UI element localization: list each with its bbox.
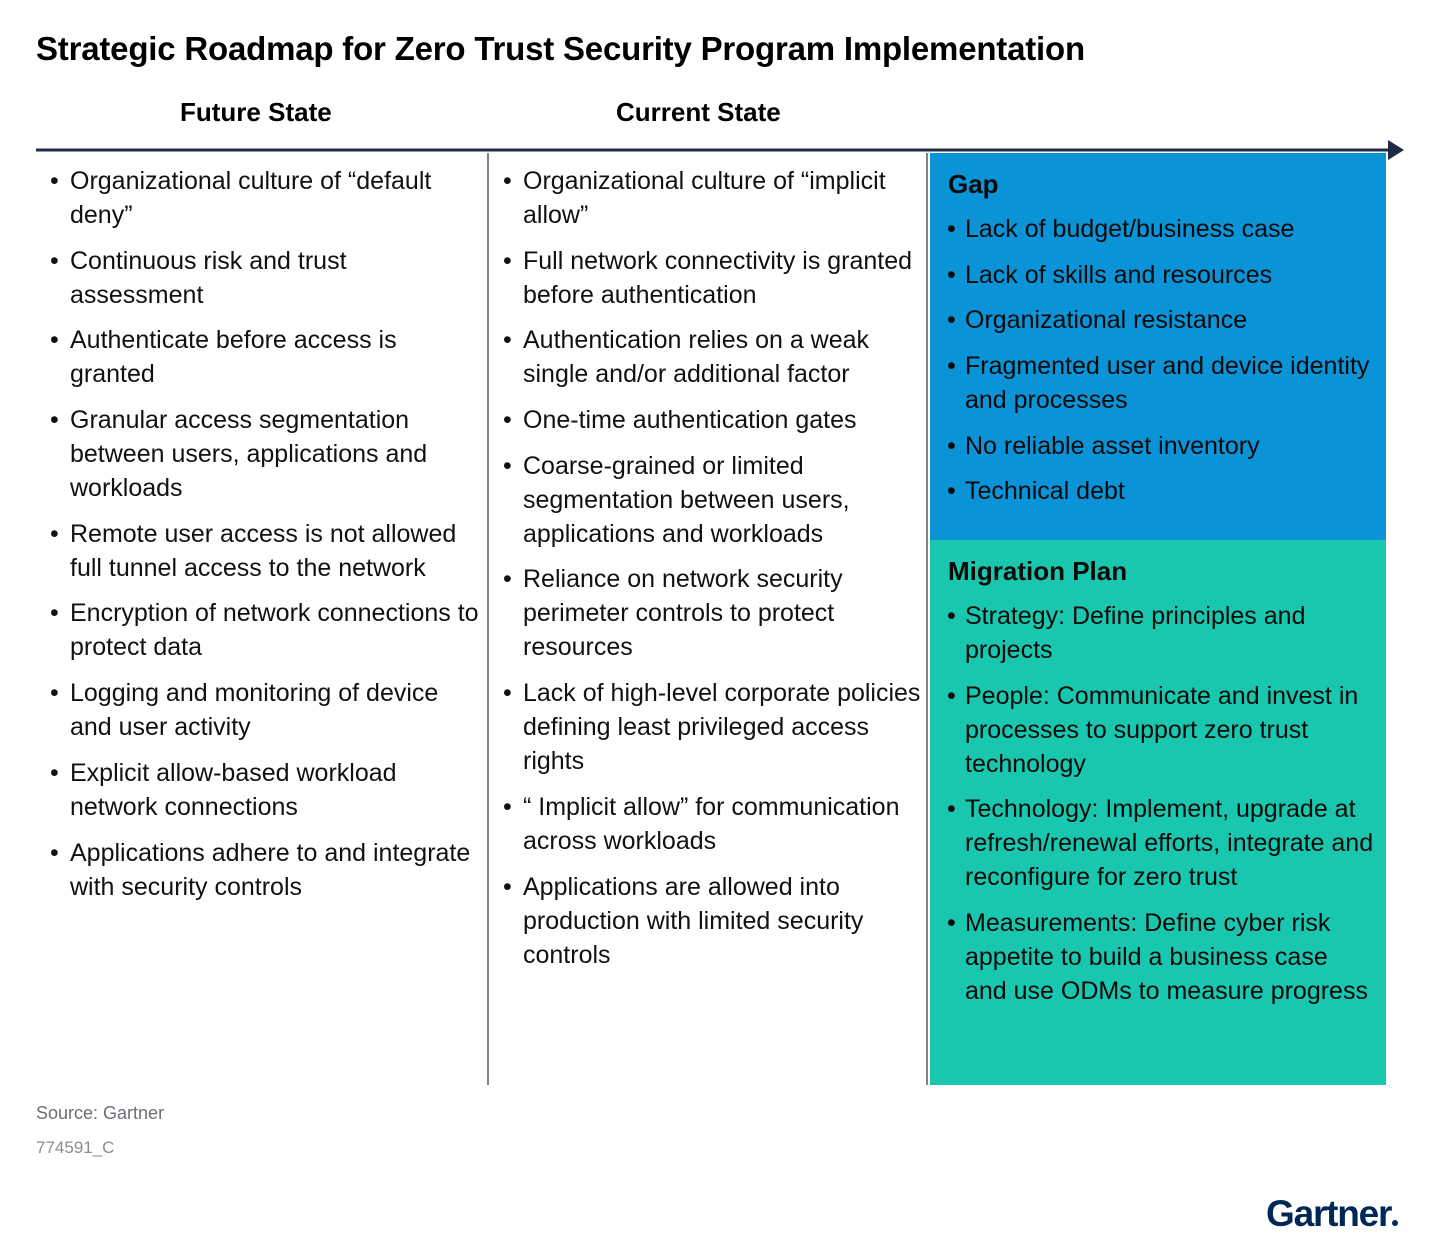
- current-state-item: • “ Implicit allow” for communication across workloads: [489, 790, 925, 858]
- gap-item: • Technical debt: [930, 474, 1376, 508]
- migration-plan-item: • Technology: Implement, upgrade at refresh/renewal efforts, integrate and reconfigure for zero trust: [930, 792, 1376, 894]
- migration-plan-panel: [930, 540, 1386, 1085]
- current-state-item: • Organizational culture of “implicit allow”: [489, 164, 925, 232]
- current-state-item: • Applications are allowed into production with limited security controls: [489, 870, 925, 972]
- future-state-item: • Continuous risk and trust assessment: [36, 244, 486, 312]
- future-state-item: • Authenticate before access is granted: [36, 323, 486, 391]
- gartner-logo-text: Gartner: [1266, 1193, 1392, 1234]
- timeline-arrow: [0, 0, 1430, 170]
- migration-plan-list: [930, 599, 1376, 1020]
- page-title: Strategic Roadmap for Zero Trust Security Program Implementation: [36, 30, 1085, 67]
- migration-plan-item: • Measurements: Define cyber risk appetite to build a business case and use ODMs to measure progress: [930, 906, 1376, 1008]
- gap-item: • Lack of skills and resources: [930, 258, 1376, 292]
- gap-list: [930, 212, 1376, 520]
- future-state-item: • Remote user access is not allowed full tunnel access to the network: [36, 517, 486, 585]
- column-divider-right: [926, 153, 928, 1085]
- migration-plan-item: • Strategy: Define principles and projects: [930, 599, 1376, 667]
- gap-heading: Gap: [948, 169, 999, 199]
- future-state-item: • Encryption of network connections to protect data: [36, 596, 486, 664]
- current-state-item: • Coarse-grained or limited segmentation between users, applications and workloads: [489, 449, 925, 551]
- current-state-heading: Current State: [616, 97, 781, 127]
- migration-plan-item: • People: Communicate and invest in processes to support zero trust technology: [930, 679, 1376, 781]
- source-note: Source: Gartner: [36, 1103, 165, 1123]
- gap-item: • Lack of budget/business case: [930, 212, 1376, 246]
- future-state-item: • Granular access segmentation between users, applications and workloads: [36, 403, 486, 505]
- future-state-item: • Logging and monitoring of device and user activity: [36, 676, 486, 744]
- future-state-item: • Organizational culture of “default deny”: [36, 164, 486, 232]
- future-state-item: • Explicit allow-based workload network connections: [36, 756, 486, 824]
- current-state-item: • One-time authentication gates: [489, 403, 925, 437]
- current-state-item: • Authentication relies on a weak single and/or additional factor: [489, 323, 925, 391]
- future-state-item: • Applications adhere to and integrate with security controls: [36, 836, 486, 904]
- current-state-item: • Lack of high-level corporate policies defining least privileged access rights: [489, 676, 925, 778]
- future-state-list: [36, 164, 486, 915]
- gartner-logo-dot: [1392, 1220, 1398, 1226]
- current-state-item: • Reliance on network security perimeter controls to protect resources: [489, 562, 925, 664]
- timeline-arrow-head: [1388, 140, 1404, 160]
- future-state-heading: Future State: [180, 97, 332, 127]
- gap-item: • No reliable asset inventory: [930, 429, 1376, 463]
- gap-item: • Organizational resistance: [930, 303, 1376, 337]
- gap-item: • Fragmented user and device identity and processes: [930, 349, 1376, 417]
- migration-plan-heading: Migration Plan: [948, 556, 1128, 586]
- gap-panel: [930, 153, 1386, 540]
- figure-code: 774591_C: [36, 1138, 115, 1157]
- current-state-list: [489, 164, 925, 983]
- current-state-item: • Full network connectivity is granted before authentication: [489, 244, 925, 312]
- gartner-logo: [1266, 1193, 1398, 1235]
